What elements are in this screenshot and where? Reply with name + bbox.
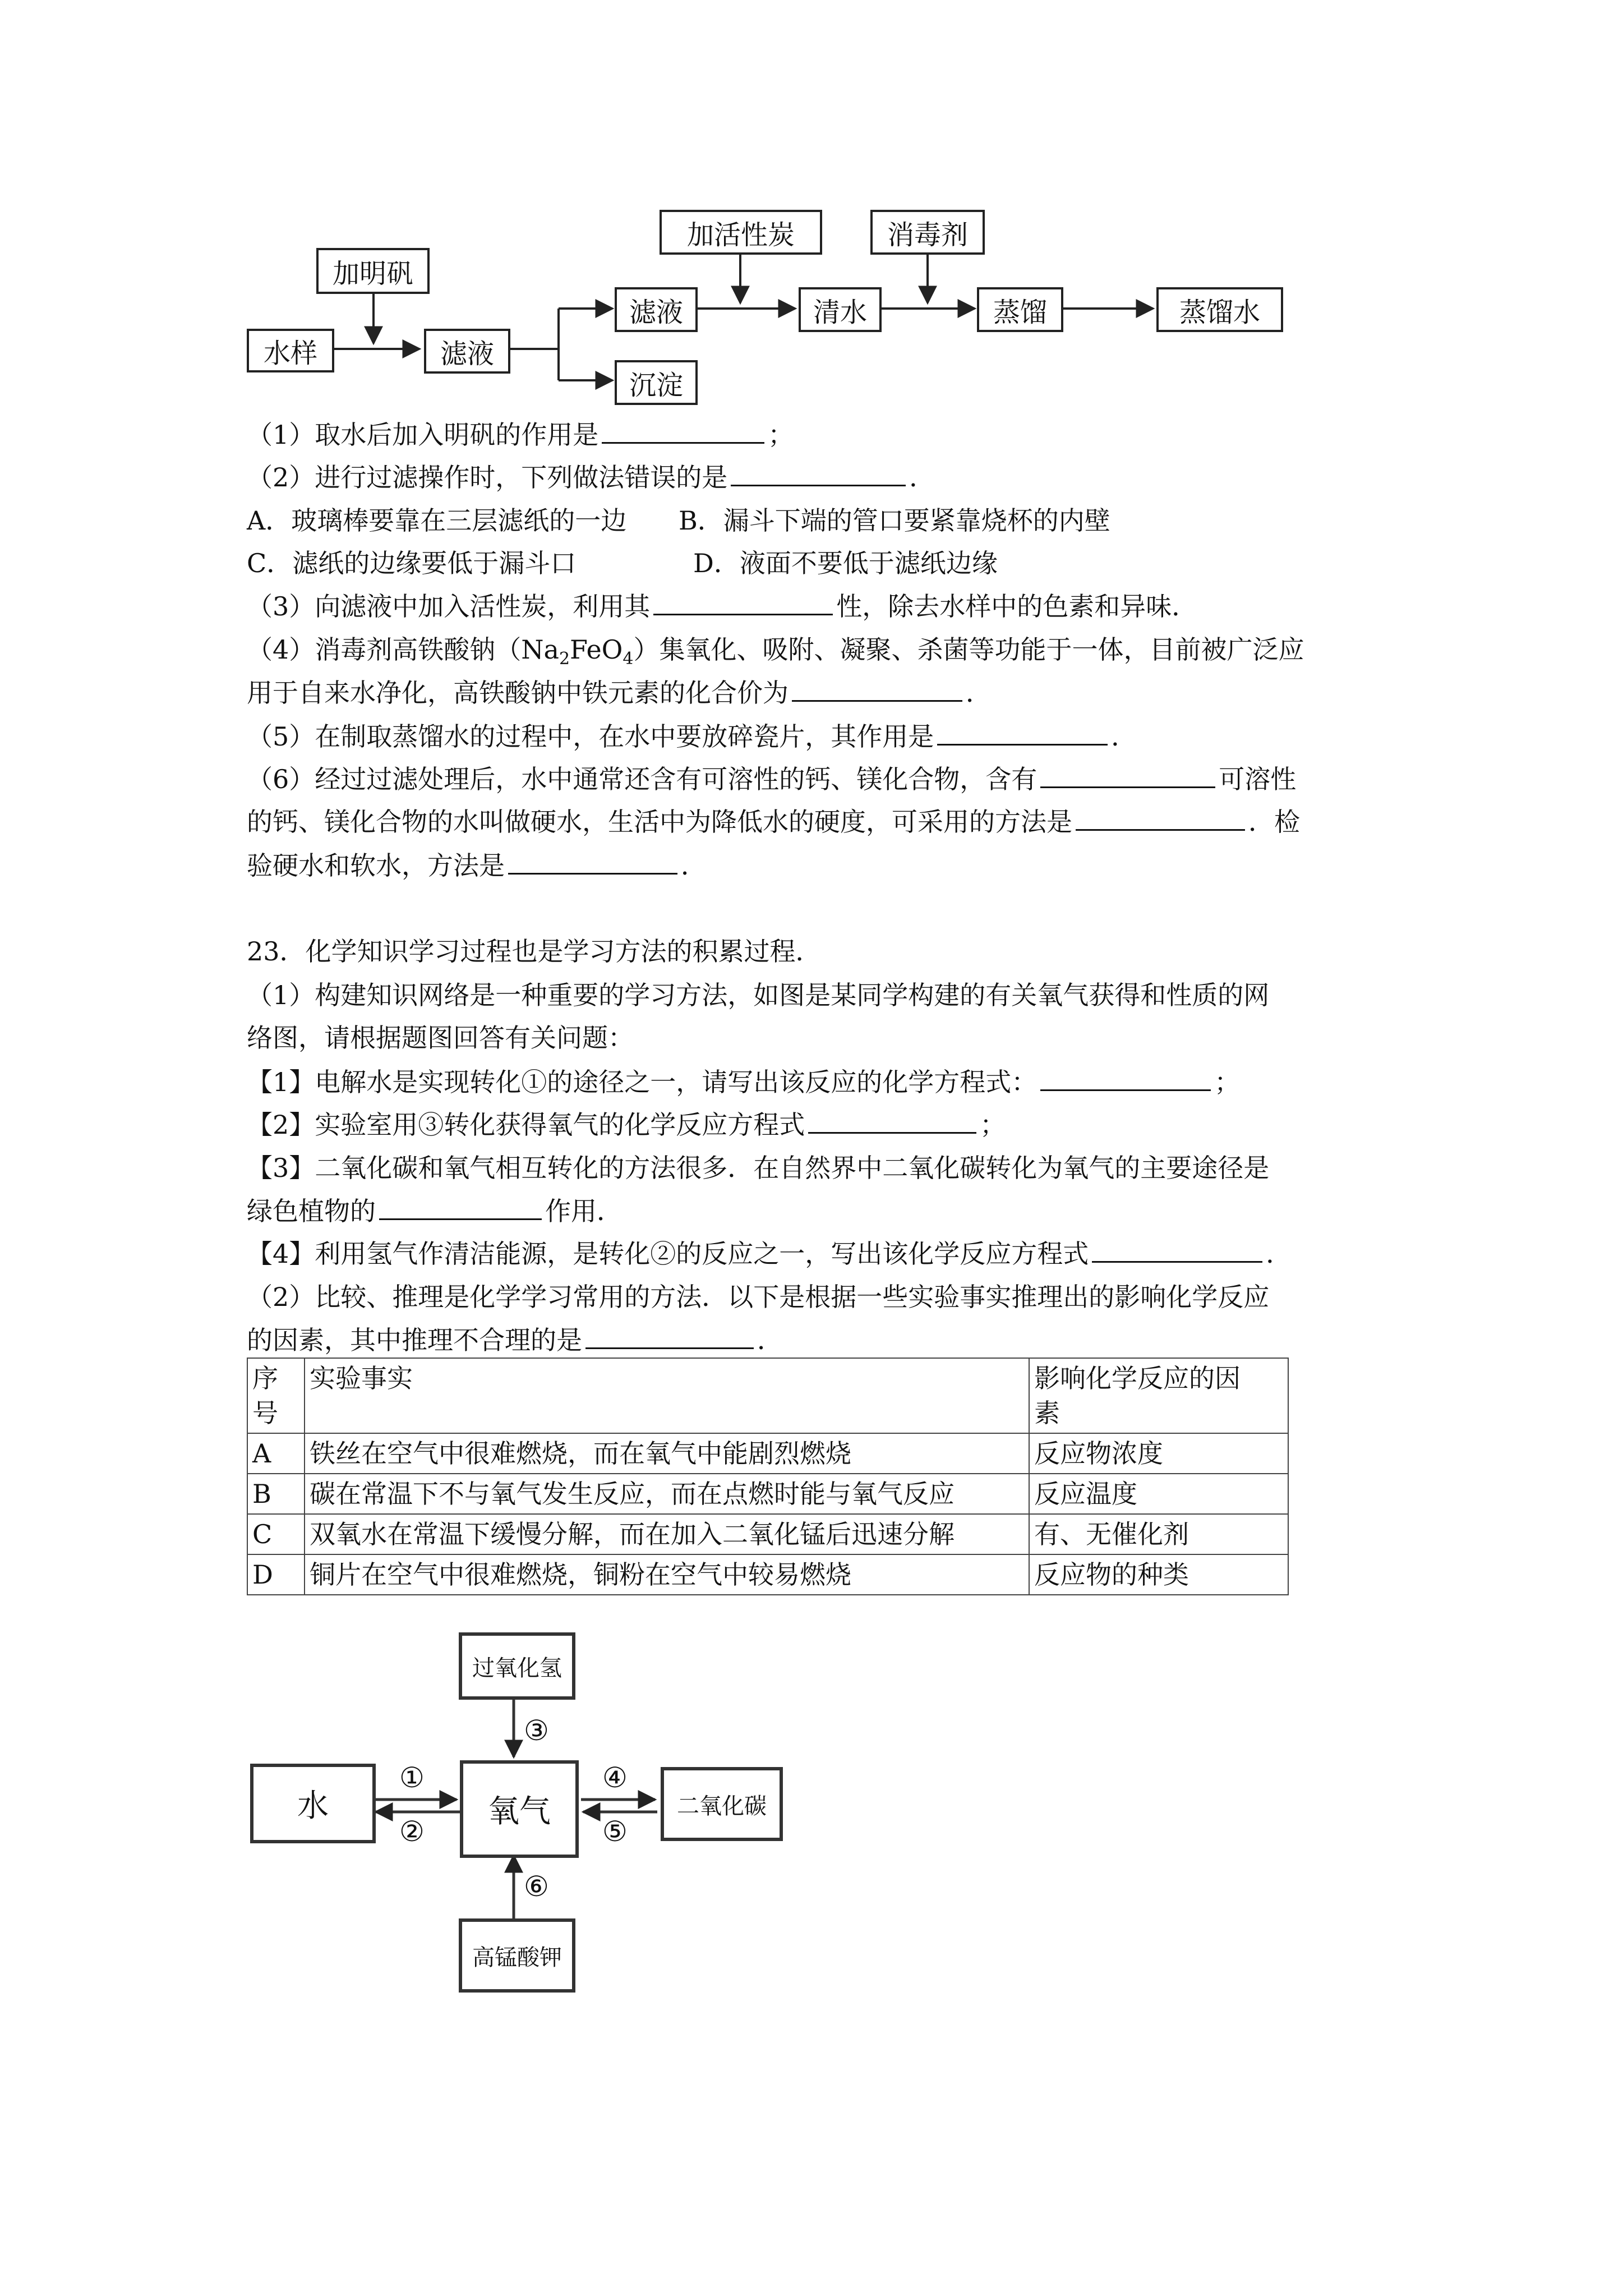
answer-blank[interactable] xyxy=(1040,762,1215,788)
oxygen-network-arrows xyxy=(0,1616,1623,2008)
row-factor: 反应物浓度 xyxy=(1029,1433,1288,1474)
q22-line-6b: 的钙、镁化合物的水叫做硬水，生活中为降低水的硬度，可采用的方法是 ．检 xyxy=(247,804,1300,839)
header-cell-index: 序 号 xyxy=(247,1358,305,1433)
box-filtrate-2: 滤液 xyxy=(615,287,698,332)
box-oxygen: 氧气 xyxy=(460,1760,579,1858)
answer-blank[interactable] xyxy=(937,719,1108,746)
answer-blank[interactable] xyxy=(808,1107,976,1134)
q23-para-2a: （2）比较、推理是化学学习常用的方法．以下是根据一些实验事实推理出的影响化学反应 xyxy=(247,1282,1270,1312)
label-conversion-4: ④ xyxy=(602,1761,628,1794)
q22-line-4a: （4）消毒剂高铁酸钠$(Na_2FeO_4)$集氧化、吸附、凝聚、杀菌等功能于一体，目前被广泛应 xyxy=(247,634,1304,669)
label-conversion-1: ① xyxy=(399,1761,425,1794)
row-fact: 铜片在空气中很难燃烧，铜粉在空气中较易燃烧 xyxy=(305,1554,1029,1595)
box-water-sample: 水样 xyxy=(247,329,334,372)
answer-blank[interactable] xyxy=(1040,1065,1211,1091)
q23-sub-3a: 【3】二氧化碳和氧气相互转化的方法很多．在自然界中二氧化碳转化为氧气的主要途径是 xyxy=(247,1153,1270,1183)
q23-sub-4: 【4】利用氢气作清洁能源，是转化②的反应之一，写出该化学反应方程式 ． xyxy=(247,1236,1292,1271)
label-conversion-6: ⑥ xyxy=(524,1870,549,1903)
answer-blank[interactable] xyxy=(792,675,962,702)
q22-line-4b: 用于自来水净化，高铁酸钠中铁元素的化合价为 ． xyxy=(247,675,992,710)
q22-option-a: A．玻璃棒要靠在三层滤纸的一边 xyxy=(247,505,627,536)
table-header-row xyxy=(247,1358,1288,1433)
answer-blank[interactable] xyxy=(731,460,906,486)
answer-blank[interactable] xyxy=(379,1194,542,1220)
box-distilled-water: 蒸馏水 xyxy=(1156,287,1283,332)
q22-line-6a: （6）经过过滤处理后，水中通常还含有可溶性的钙、镁化合物，含有 可溶性 xyxy=(247,762,1296,796)
header-cell-fact: 实验事实 xyxy=(305,1358,1029,1433)
row-id: C xyxy=(247,1514,305,1554)
box-disinfectant: 消毒剂 xyxy=(870,210,985,255)
q22-line-6c: 验硬水和软水，方法是 ． xyxy=(247,848,707,882)
label-conversion-5: ⑤ xyxy=(602,1815,628,1848)
q23-sub-3b: 绿色植物的 作用． xyxy=(247,1194,623,1228)
q22-option-b: B．漏斗下端的管口要紧靠烧杯的内壁 xyxy=(679,505,1110,536)
answer-blank[interactable] xyxy=(508,848,677,875)
header-cell-factor: 影响化学反应的因 素 xyxy=(1029,1358,1288,1433)
box-clear-water: 清水 xyxy=(799,287,882,332)
q23-sub-2: 【2】实验室用③转化获得氧气的化学反应方程式 ； xyxy=(247,1107,1006,1142)
table-row xyxy=(247,1554,1288,1595)
q22-line-5: （5）在制取蒸馏水的过程中，在水中要放碎瓷片，其作用是 ． xyxy=(247,719,1137,753)
q23-para-2b: 的因素，其中推理不合理的是 ． xyxy=(247,1323,783,1357)
box-add-alum: 加明矾 xyxy=(316,248,430,294)
answer-blank[interactable] xyxy=(602,417,764,444)
q22-line-2: （2）进行过滤操作时，下列做法错误的是 ． xyxy=(247,460,935,494)
box-hydrogen-peroxide: 过氧化氢 xyxy=(459,1632,575,1700)
q23-para-1b: 络图，请根据题图回答有关问题： xyxy=(247,1023,634,1053)
box-distill: 蒸馏 xyxy=(977,287,1063,332)
table-row xyxy=(247,1474,1288,1514)
q22-line-1: （1）取水后加入明矾的作用是 ； xyxy=(247,417,794,452)
label-conversion-2: ② xyxy=(399,1815,425,1848)
box-potassium-permanganate: 高锰酸钾 xyxy=(459,1918,575,1993)
experiment-facts-table xyxy=(247,1358,1289,1595)
q22-line-3: （3）向滤液中加入活性炭，利用其 性，除去水样中的色素和异味． xyxy=(247,589,1197,623)
q22-option-d: D．液面不要低于滤纸边缘 xyxy=(693,548,998,578)
box-carbon-dioxide: 二氧化碳 xyxy=(661,1767,783,1841)
row-factor: 有、无催化剂 xyxy=(1029,1514,1288,1554)
table-row xyxy=(247,1514,1288,1554)
row-id: D xyxy=(247,1554,305,1595)
q23-title: 23．化学知识学习过程也是学习方法的积累过程． xyxy=(247,936,822,967)
box-activated-carbon: 加活性炭 xyxy=(660,210,822,255)
label-conversion-3: ③ xyxy=(524,1714,549,1747)
box-sediment: 沉淀 xyxy=(615,360,698,405)
answer-blank[interactable] xyxy=(653,589,833,615)
row-fact: 碳在常温下不与氧气发生反应，而在点燃时能与氧气反应 xyxy=(305,1474,1029,1514)
answer-blank[interactable] xyxy=(1076,804,1245,831)
q23-para-1a: （1）构建知识网络是一种重要的学习方法，如图是某同学构建的有关氧气获得和性质的网 xyxy=(247,980,1270,1010)
row-id: B xyxy=(247,1474,305,1514)
row-factor: 反应温度 xyxy=(1029,1474,1288,1514)
answer-blank[interactable] xyxy=(1092,1236,1262,1263)
table-row xyxy=(247,1433,1288,1474)
row-factor: 反应物的种类 xyxy=(1029,1554,1288,1595)
box-water: 水 xyxy=(250,1764,376,1843)
row-fact: 铁丝在空气中很难燃烧，而在氧气中能剧烈燃烧 xyxy=(305,1433,1029,1474)
row-id: A xyxy=(247,1433,305,1474)
q23-sub-1: 【1】电解水是实现转化①的途径之一，请写出该反应的化学方程式： ； xyxy=(247,1065,1240,1099)
box-filtrate-1: 滤液 xyxy=(424,329,510,374)
answer-blank[interactable] xyxy=(585,1323,754,1349)
row-fact: 双氧水在常温下缓慢分解，而在加入二氧化锰后迅速分解 xyxy=(305,1514,1029,1554)
q22-option-c: C．滤纸的边缘要低于漏斗口 xyxy=(247,548,577,578)
